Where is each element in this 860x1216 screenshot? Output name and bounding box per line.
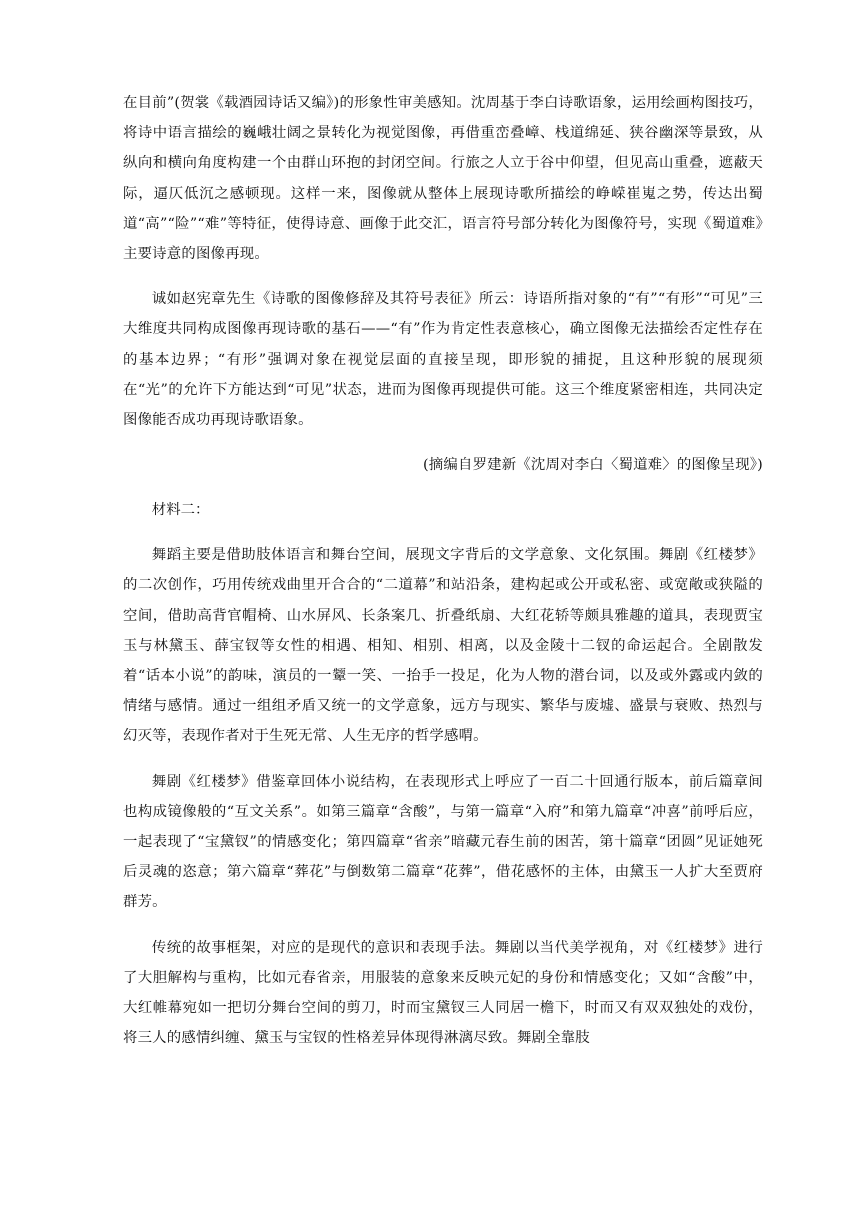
source-citation: (摘编自罗建新《沈周对李白〈蜀道难〉的图像呈现》) <box>422 457 763 474</box>
paragraph-dance-drama: 舞蹈主要是借助肢体语言和舞台空间，展现文字背后的文学意象、文化氛围。舞剧《红楼梦》的二次创作，巧用传统戏曲里开合合的“二道幕”和站沿条，建构起或公开或私密、或宽敞或狭隘的空间，借助高背官帽椅、山水屏风、长条案几、折叠纸扇、大红花轿等颇具雅趣的道具，表现贾宝玉与林黛玉、薛宝钗等女性的相遇、相知、相别、相离，以及金陵十二钗的命运起合。全剧散发着“话本小说”的韵味，演员的一颦一笑、一抬手一投足，化为人物的潜台词，以及或外露或内敛的情绪与感情。通过一组组矛盾又统一的文学意象，远方与现实、繁华与废墟、盛景与衰败、热烈与幻灭等，表现作者对于生死无常、人生无序的哲学感喟。 <box>123 547 763 745</box>
material-two-label: 材料二： <box>151 502 210 519</box>
paragraph-chapter-structure: 舞剧《红楼梦》借鉴章回体小说结构，在表现形式上呼应了一百二十回通行版本，前后篇章间也构成镜像般的“互文关系”。如第三篇章“含酸”，与第一篇章“入府”和第九篇章“冲喜”前呼后应，一起表现了“宝黛钗”的情感变化；第四篇章“省亲”暗藏元春生前的困苦，第十篇章“团圆”见证她死后灵魂的恣意；第六篇章“葬花”与倒数第二篇章“花葬”，借花感怀的主体，由黛玉一人扩大至贾府群芳。 <box>123 773 763 911</box>
document-page <box>123 88 763 1053</box>
paragraph-modern-techniques: 传统的故事框架，对应的是现代的意识和表现手法。舞剧以当代美学视角，对《红楼梦》进行了大胆解构与重构，比如元春省亲，用服装的意象来反映元妃的身份和情感变化；又如“含酸”中，大红帷幕宛如一把切分舞台空间的剪刀，时而宝黛钗三人同居一檐下，时而又有双双独处的戏份，将三人的感情纠缠、黛玉与宝钗的性格差异体现得淋漓尽致。舞剧全靠肢 <box>123 939 763 1047</box>
paragraph-continued: 在目前”(贺裳《载酒园诗话又编》)的形象性审美感知。沈周基于李白诗歌语象，运用绘画构图技巧，将诗中语言描绘的巍峨壮阔之景转化为视觉图像，再借重峦叠嶂、栈道绵延、狭谷幽深等景致，从纵向和横向角度构建一个由群山环抱的封闭空间。行旅之人立于谷中仰望，但见高山重叠，遮蔽天际，逼仄低沉之感顿现。这样一来，图像就从整体上展现诗歌所描绘的峥嵘崔嵬之势，传达出蜀道“高”“险”“难”等特征，使得诗意、画像于此交汇，语言符号部分转化为图像符号，实现《蜀道难》主要诗意的图像再现。 <box>123 95 763 263</box>
paragraph-zhao-xianzhang: 诚如赵宪章先生《诗歌的图像修辞及其符号表征》所云：诗语所指对象的“有”“有形”“可见”三大维度共同构成图像再现诗歌的基石——“有”作为肯定性表意核心，确立图像无法描绘否定性存在的基本边界；“有形”强调对象在视觉层面的直接呈现，即形貌的捕捉，且这种形貌的展现须在“光”的允许下方能达到“可见”状态，进而为图像再现提供可能。这三个维度紧密相连，共同决定图像能否成功再现诗歌语象。 <box>123 291 763 429</box>
